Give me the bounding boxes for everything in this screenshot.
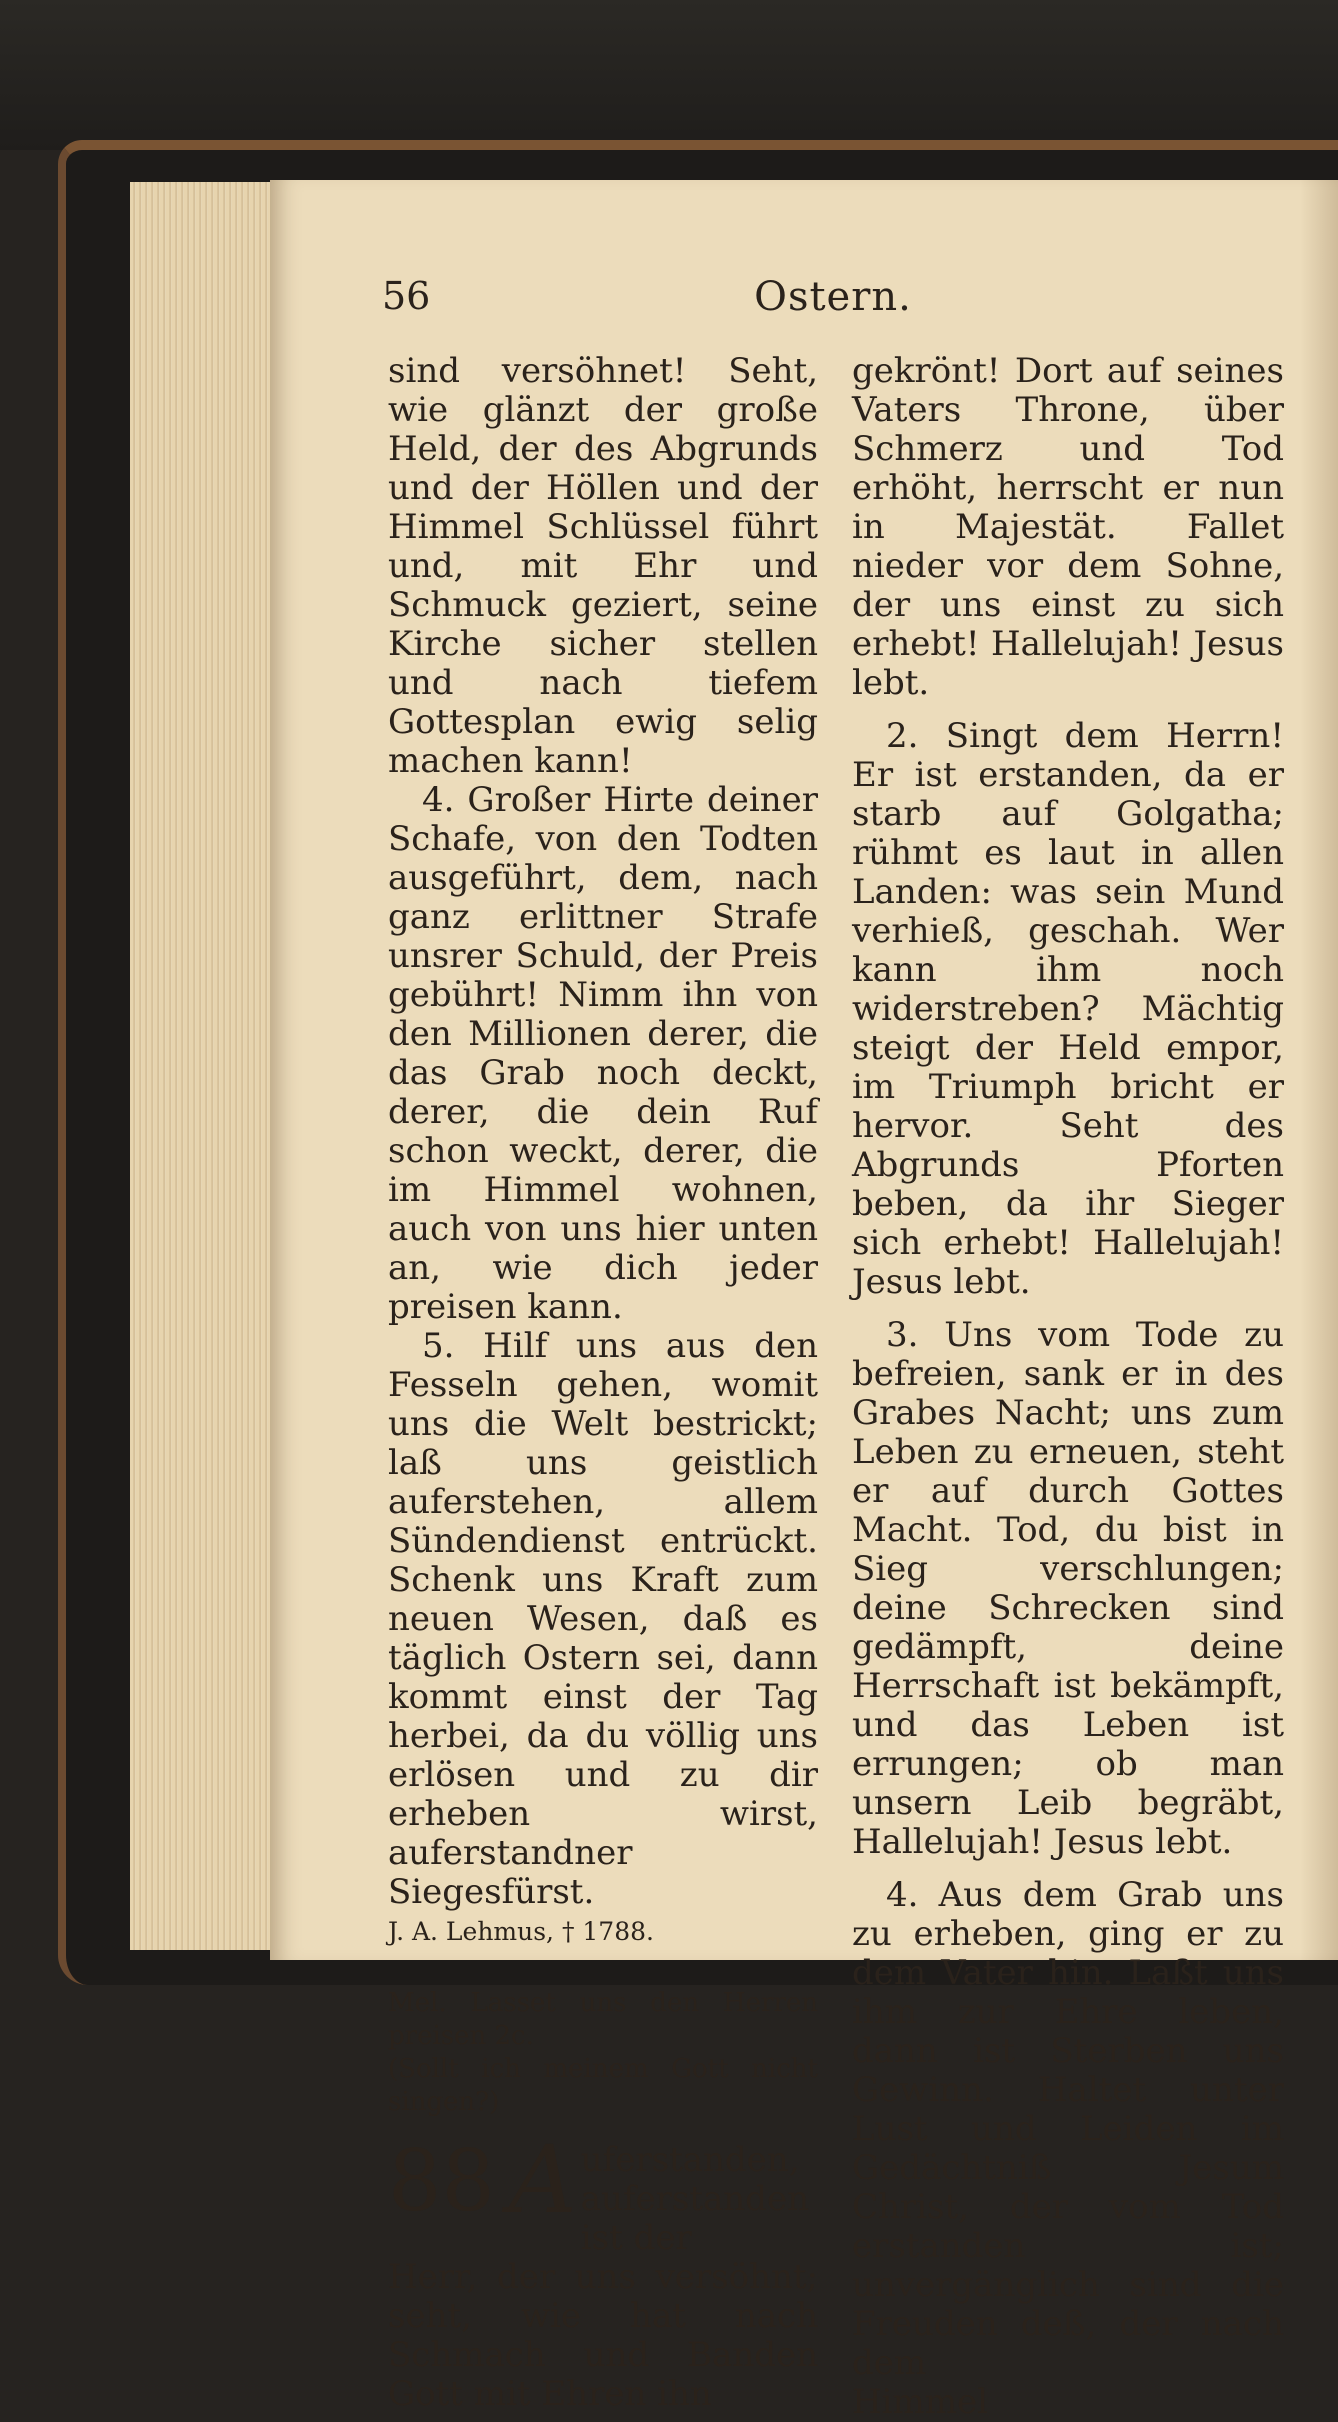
running-head: Ostern.	[754, 274, 912, 320]
verse-4-right: 4. Aus dem Grab uns zu erheben, ging er zu dem Vater hin. Laßt uns ihm zur Ehre leben, dann ist Sterben uns Gewinn. Haltet unter Lust und Leiden im Gedächtniß Jesum Christ, der vom Tod erstanden ist; unvergänglich sind die Freuden deß, der nach dem	[852, 1875, 1284, 2383]
page-block-edge	[130, 182, 290, 1950]
background-top	[0, 0, 1338, 150]
right-column	[852, 352, 1284, 2422]
melody-line-2: (Sollt ich meinem Gott nicht singen?)	[388, 2054, 818, 2117]
right-paragraph-continuation: gekrönt! Dort auf seines Vaters Throne, über Schmerz und Tod erhöht, herrscht er nun in Majestät. Fallet nieder vor dem Sohne, der uns einst zu sich erhebt! Hallelujah! Jesus lebt.	[852, 351, 1284, 703]
left-column	[388, 352, 818, 2414]
melody-note	[388, 1987, 818, 2119]
catchword: Himmel	[852, 2382, 988, 2422]
verse-gap	[852, 703, 1284, 717]
hymn-continuation: Herr, der uns versöhnt; seht, wie hat nach Schmach und Banden Gott mit Ehren ihn	[388, 2257, 818, 2414]
verse-3-right: 3. Uns vom Tode zu befreien, sank er in des Grabes Nacht; uns zum Leben zu erneuen, steht er auf durch Gottes Macht. Tod, du bist in Sieg verschlungen; deine Schrecken sind gedämpft, deine Herrschaft ist bekämpft, und das Leben ist errungen; ob man unsern Leib begräbt, Hallelujah! Jesus lebt.	[852, 1315, 1284, 1862]
hymn-first-lines: uferstanden, auferstanden ist der	[580, 2140, 809, 2258]
verse-2-right: 2. Singt dem Herrn! Er ist erstanden, da er starb auf Golgatha; rühmt es laut in allen Landen: was sein Mund verhieß, geschah. Wer kann ihm noch widerstreben? Mächtig steigt der Held empor, im Triumph bricht er hervor. Seht des Abgrunds Pforten beben, da ihr Sieger sich erhebt! Hallelujah! Jesus lebt.	[852, 716, 1284, 1302]
verse-5-left: 5. Hilf uns aus den Fesseln gehen, womit uns die Welt bestrickt; laß uns geistlich auferstehen, allem Sündendienst entrückt. Schenk uns Kraft zum neuen Wesen, daß es täglich Ostern sei, dann kommt einst der Tag herbei, da du völlig uns erlösen und zu dir erheben wirst, auferstandner Siegesfürst.	[388, 1326, 818, 1912]
page-header	[382, 274, 1284, 334]
verse-gap	[852, 1862, 1284, 1876]
author-attribution: J. A. Lehmus, † 1788.	[388, 1917, 654, 1946]
hymn-number: 88	[388, 2132, 495, 2230]
page-curl-shadow	[1300, 180, 1338, 1960]
melody-line-1: Mel. Lasset uns den Herren preisen 2c.	[388, 1988, 818, 2051]
left-paragraph-continuation: sind versöhnet! Seht, wie glänzt der große Held, der des Abgrunds und der Höllen und der Himmel Schlüssel führt und, mit Ehr und Schmuck geziert, seine Kirche sicher stellen und nach tiefem Gottesplan ewig selig machen kann!	[388, 351, 818, 781]
drop-cap: A	[508, 2126, 577, 2235]
page-number: 56	[382, 274, 431, 318]
verse-gap	[852, 1302, 1284, 1316]
hymn-88-start	[388, 2126, 818, 2258]
verse-4-left: 4. Großer Hirte deiner Schafe, von den Todten ausgeführt, dem, nach ganz erlittner Strafe unsrer Schuld, der Preis gebührt! Nimm ihn von den Millionen derer, die das Grab noch deckt, derer, die dein Ruf schon weckt, derer, die im Himmel wohnen, auch von uns hier unten an, wie dich jeder preisen kann.	[388, 780, 818, 1327]
